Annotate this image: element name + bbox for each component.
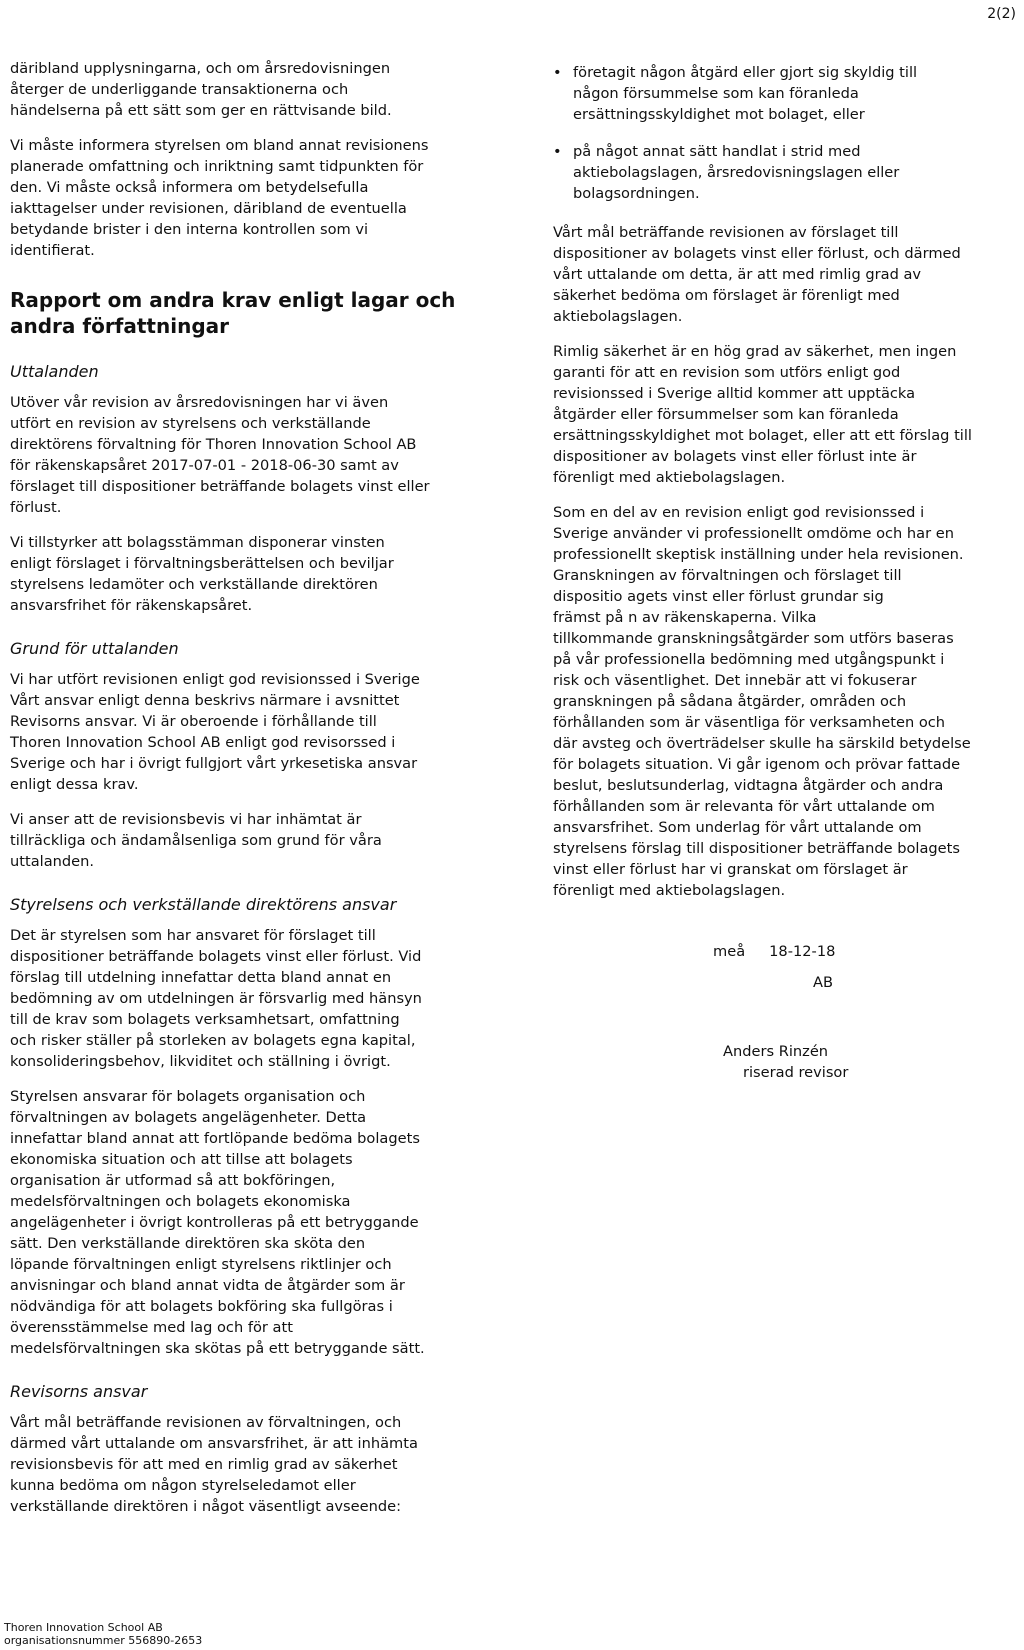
paragraph-mal: Vårt mål beträffande revisionen av förvaltningen, och därmed vårt uttalande om ansvarsfrihet, är att inhämta revisionsbevis för att med en rimlig grad av säkerhet kunna bedöma om någon styrelseledamot eller verkställande direktören i något väsentligt avseende: [10, 1414, 418, 1515]
heading-uttalanden: Uttalanden [10, 362, 99, 381]
left-column [10, 58, 480, 1531]
paragraph-organisation: Styrelsen ansvarar för bolagets organisation och förvaltningen av bolagets angelägenheter. Detta innefattar bland annat att fortlöpande bedöma bolagets ekonomiska situation och att tillse att bolagets organisation är utformad så att bokföringen, medelsförvaltningen och bolagets ekonomiska angelägenheter i övrigt kontrolleras på ett betryggande sätt. Den verkställande direktören ska sköta den löpande förvaltningen enligt styrelsens riktlinjer och anvisningar och bland annat vidta de åtgärder som är nödvändiga för att bolagets bokföring ska fullgöras i överensstämmelse med lag och för att medelsförvaltningen ska skötas på ett betryggande sätt. [10, 1088, 425, 1357]
footer [4, 1621, 202, 1647]
list-item: • företagit någon åtgärd eller gjort sig skyldig till någon försummelse som kan föranleda ersättningsskyldighet mot bolaget, eller [553, 62, 1023, 125]
paragraph-mal-forslag: Vårt mål beträffande revisionen av förslaget till dispositioner av bolagets vinst eller förlust, och därmed vårt uttalande om detta, är att med rimlig grad av säkerhet bedöma om förslaget är förenligt med aktiebolagslagen. [553, 224, 961, 325]
signature-firm: AB [813, 974, 833, 991]
heading-styrelsens-ansvar: Styrelsens och verkställande direktörens ansvar [10, 895, 397, 914]
right-column [553, 58, 1023, 1083]
paragraph-utover: Utöver vår revision av årsredovisningen har vi även utfört en revision av styrelsens och verkställande direktörens förvaltning för Thoren Innovation School AB för räkenskapsåret 2017-07-01 - 2018-06-30 samt av förslaget till dispositioner beträffande bolagets vinst eller förlust. [10, 394, 430, 516]
list-item: • på något annat sätt handlat i strid med aktiebolagslagen, årsredovisningslagen eller bolagsordningen. [553, 141, 1023, 204]
paragraph-anser: Vi anser att de revisionsbevis vi har inhämtat är tillräckliga och ändamålsenliga som grund för våra uttalanden. [10, 811, 382, 870]
section-heading: Rapport om andra krav enligt lagar och andra författningar [10, 288, 456, 338]
signature-date: 18-12-18 [769, 943, 836, 960]
paragraph-rimlig: Rimlig säkerhet är en hög grad av säkerhet, men ingen garanti för att en revision som utförs enligt god revisionssed i Sverige alltid kommer att upptäcka åtgärder eller försummelser som kan föranleda ersättningsskyldighet mot bolaget, eller att ett förslag till dispositioner av bolagets vinst eller förlust inte är förenligt med aktiebolagslagen. [553, 343, 972, 486]
paragraph-tillstyrker: Vi tillstyrker att bolagsstämman disponerar vinsten enligt förslaget i förvaltningsberättelsen och beviljar styrelsens ledamöter och verkställande direktören ansvarsfrihet för räkenskapsåret. [10, 534, 394, 614]
footer-company: Thoren Innovation School AB [4, 1621, 163, 1634]
paragraph-som-en-del: Som en del av en revision enligt god revisionssed i Sverige använder vi professionellt omdöme och har en professionellt skeptisk inställning under hela revisionen. Granskningen av förvaltningen och förslaget till dispositio agets vinst eller förlust grundar sig främst på n av räkenskaperna. Vilka tillkommande granskningsåtgärder som utförs baseras på vår professionella bedömning med utgångspunkt i risk och väsentlighet. Det innebär att vi fokuserar granskningen på sådana åtgärder, områden och förhållanden som är väsentliga för verksamheten och där avsteg och överträdelser skulle ha särskild betydelse för bolagets situation. Vi går igenom och prövar fattade beslut, beslutsunderlag, vidtagna åtgärder och andra förhållanden som är relevanta för vårt uttalande om ansvarsfrihet. Som underlag för vårt uttalande om styrelsens förslag till dispositioner beträffande bolagets vinst eller förlust har vi granskat om förslaget är förenligt med aktiebolagslagen. [553, 504, 971, 899]
signature-name: Anders Rinzén [723, 1043, 829, 1060]
paragraph-intro: däribland upplysningarna, och om årsredovisningen återger de underliggande transaktionerna och händelserna på ett sätt som ger en rättvisande bild. [10, 60, 392, 119]
footer-org-number: organisationsnummer 556890-2653 [4, 1634, 203, 1647]
heading-grund: Grund för uttalanden [10, 639, 179, 658]
paragraph-ansvaret: Det är styrelsen som har ansvaret för förslaget till dispositioner beträffande bolagets vinst eller förlust. Vid förslag till utdelning innefattar detta bland annat en bedömning av om utdelningen är försvarlig med hänsyn till de krav som bolagets verksamhetsart, omfattning och risker ställer på storleken av bolagets egna kapital, konsolideringsbehov, likviditet och ställning i övrigt. [10, 927, 422, 1070]
page-number: 2(2) [987, 6, 1016, 22]
signature-place: meå [713, 943, 746, 960]
heading-revisorns-ansvar: Revisorns ansvar [10, 1382, 148, 1401]
paragraph-inform-board: Vi måste informera styrelsen om bland annat revisionens planerade omfattning och inriktning samt tidpunkten för den. Vi måste också informera om betydelsefulla iakttagelser under revisionen, däribland de eventuella betydande brister i den interna kontrollen som vi identifierat. [10, 137, 429, 259]
paragraph-grund: Vi har utfört revisionen enligt god revisionssed i Sverige Vårt ansvar enligt denna beskrivs närmare i avsnittet Revisorns ansvar. Vi är oberoende i förhållande till Thoren Innovation School AB enligt god revisorssed i Sverige och har i övrigt fullgjort vårt yrkesetiska ansvar enligt dessa krav. [10, 671, 420, 793]
criteria-list [553, 62, 1023, 204]
signature-place-date [713, 941, 1023, 962]
signature-title: riserad revisor [743, 1064, 849, 1081]
